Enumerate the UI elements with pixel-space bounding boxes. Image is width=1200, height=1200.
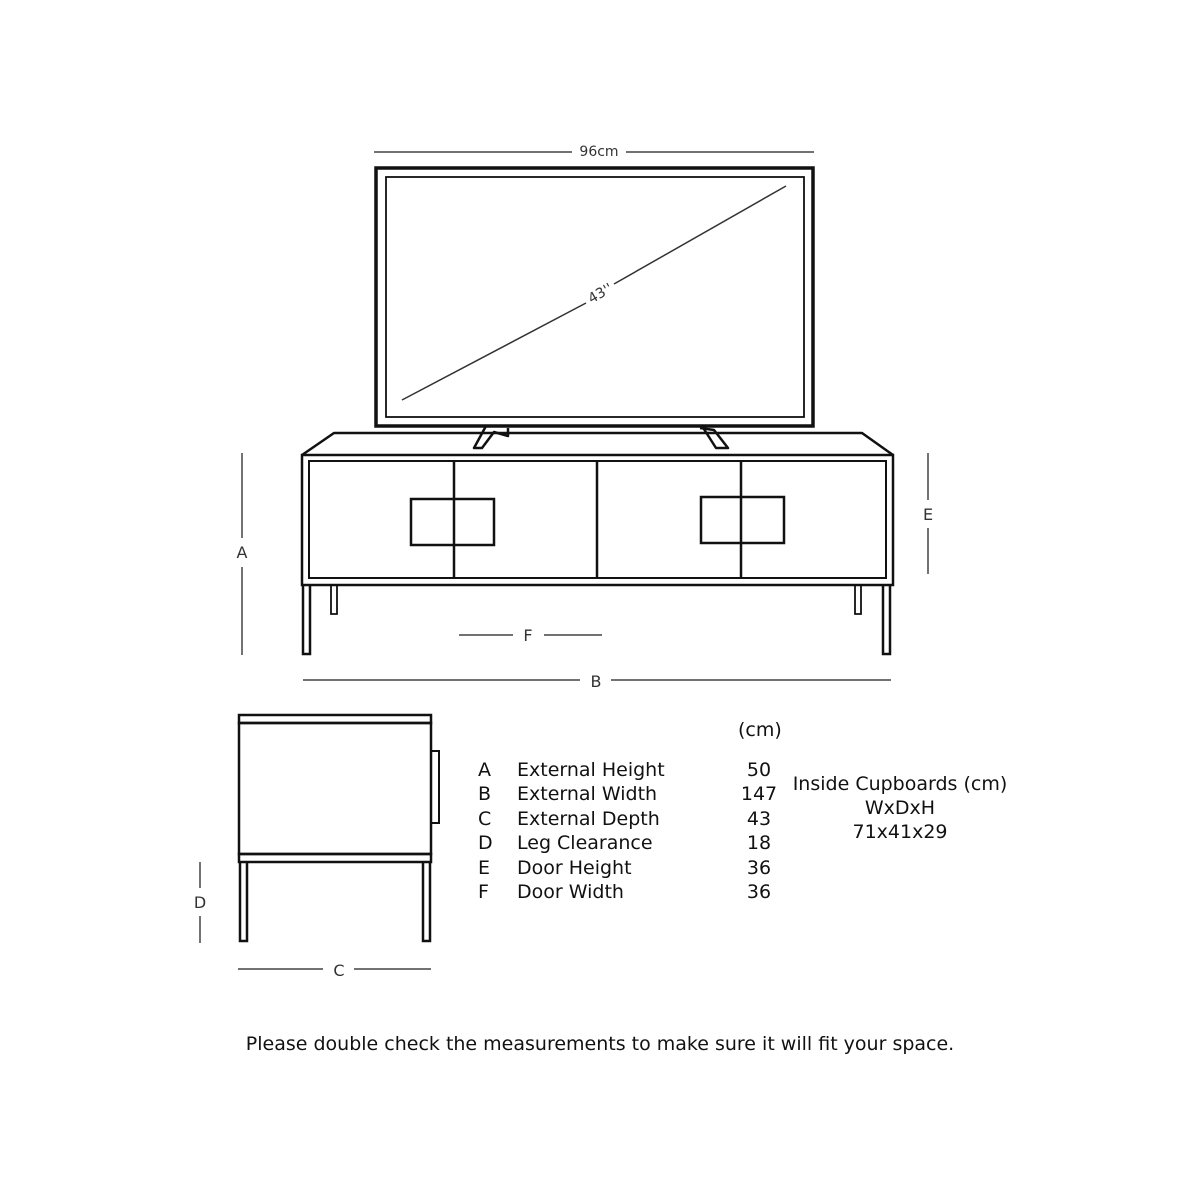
table-row-letter: B (478, 783, 492, 806)
door-handle-left (411, 499, 494, 545)
side-body (239, 723, 431, 854)
table-row-letter: C (478, 807, 492, 830)
table-row-name: External Depth (517, 807, 660, 830)
table-row-letter: A (478, 759, 491, 781)
cabinet-leg-back-left (331, 585, 337, 614)
table-row-value: 147 (740, 783, 778, 806)
side-leg-back (423, 862, 430, 941)
tv-left-foot (474, 426, 508, 448)
tv-diagonal-label: 43'' (585, 280, 616, 308)
table-row-letter: E (478, 856, 491, 879)
table-row-name: Door Width (517, 881, 624, 904)
cabinet-leg-left (303, 585, 310, 654)
dimension-b-label: B (590, 672, 602, 691)
dimension-a-label: A (236, 543, 248, 562)
table-row-value: 36 (746, 856, 772, 879)
table-row-value: 43 (746, 807, 772, 830)
dimension-c-label: C (333, 961, 345, 980)
cabinet-top (302, 433, 893, 455)
footnote: Please double check the measurements to make sure it will fit your space. (245, 1033, 955, 1055)
table-unit-header: (cm) (738, 719, 782, 741)
table-value-column (740, 758, 778, 904)
table-row-name: Leg Clearance (517, 832, 653, 855)
table-row-value: 18 (746, 832, 772, 855)
table-row-name: Door Height (517, 856, 632, 879)
table-row-letter: D (478, 832, 493, 855)
table-letter-column (478, 758, 493, 904)
door-handle-right (701, 497, 784, 543)
dimension-d-label: D (193, 893, 207, 912)
television (376, 168, 813, 448)
side-base-rail (239, 854, 431, 862)
tv-diagonal-line-lower (402, 303, 586, 400)
cabinet-leg-back-right (855, 585, 861, 614)
inside-cupboards-info (792, 772, 1008, 844)
inside-cupboards-title: Inside Cupboards (cm) (792, 773, 1008, 795)
table-row-name: External Height (517, 759, 665, 781)
table-row-letter: F (478, 881, 489, 904)
table-name-column (517, 758, 665, 904)
table-row-name: External Width (517, 783, 658, 806)
dimension-e-label: E (922, 505, 934, 524)
cabinet-leg-right (883, 585, 890, 654)
cabinet-side-view (239, 715, 439, 941)
side-leg-front (240, 862, 247, 941)
dimension-f-label: F (523, 626, 533, 645)
table-row-value: 36 (746, 881, 772, 904)
cabinet-front-view (302, 433, 893, 654)
table-row-value: 50 (746, 759, 772, 781)
inside-cupboards-value: 71x41x29 (852, 821, 948, 843)
tv-width-label: 96cm (579, 144, 619, 160)
inside-cupboards-format: WxDxH (864, 797, 936, 819)
tv-diagonal-line-upper (614, 186, 786, 284)
tv-right-foot (700, 426, 728, 448)
